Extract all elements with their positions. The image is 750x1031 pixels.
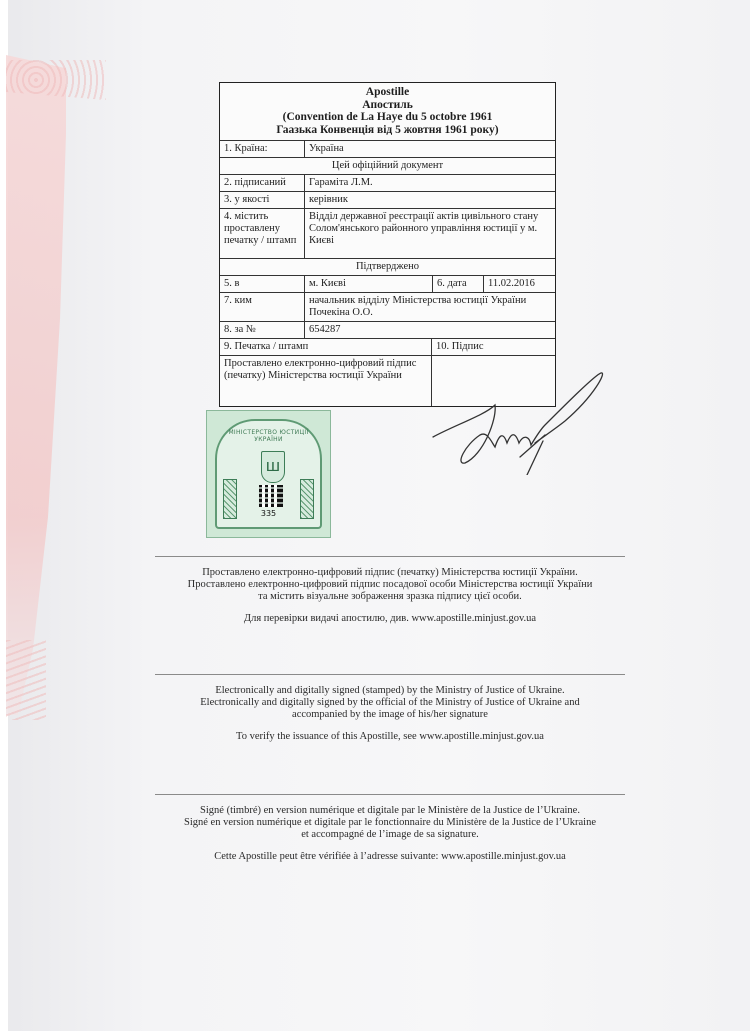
header-title-en: Apostille bbox=[365, 86, 410, 98]
row-capacity bbox=[220, 191, 555, 208]
row-this-document bbox=[220, 157, 555, 174]
verification-french bbox=[155, 794, 625, 863]
en-line-1: Electronically and digitally signed (stamped) by the Ministry of Justice of Ukraine. bbox=[215, 685, 565, 696]
apostille-header bbox=[220, 83, 555, 140]
row-seal-of bbox=[220, 208, 555, 258]
fr-line-3: et accompagné de l’image de sa signature. bbox=[301, 829, 479, 841]
divider bbox=[155, 556, 625, 557]
uk-line-1: Проставлено електронно-цифровий підпис (печатку) Міністерства юстиції України. bbox=[202, 567, 578, 578]
apostille-table bbox=[219, 82, 556, 407]
row-signed-by bbox=[220, 174, 555, 191]
by-whom-value: начальник відділу Міністерства юстиції України Почекіна О.О. bbox=[304, 293, 555, 321]
fr-line-2: Signé en version numérique et digitale par le fonctionnaire du Ministère de la Justice de l’Ukraine bbox=[184, 817, 596, 829]
signed-by-label: 2. підписаний bbox=[224, 177, 286, 188]
this-document-text: Цей офіційний документ bbox=[331, 160, 444, 171]
trident-emblem-icon: ш bbox=[261, 451, 285, 483]
seal-stamp-label: 9. Печатка / штамп bbox=[224, 341, 309, 352]
en-line-2: Electronically and digitally signed by the official of the Ministry of Justice of Ukraine and bbox=[200, 697, 580, 709]
uk-verify-link: Для перевірки видачі апостилю, див. www.apostille.minjust.gov.ua bbox=[243, 612, 537, 624]
handwritten-signature bbox=[425, 365, 615, 475]
country-label: 1. Країна: bbox=[224, 143, 268, 154]
seal-stamp-value: Проставлено електронно-цифровий підпис (печатку) Міністерства юстиції України bbox=[224, 358, 417, 381]
header-convention-fr: (Convention de La Haye du 5 octobre 1961 bbox=[282, 111, 493, 123]
row-place-date bbox=[220, 275, 555, 292]
en-line-3: accompanied by the image of his/her signature bbox=[292, 709, 488, 721]
number-value: 654287 bbox=[304, 322, 555, 338]
stamp-frame bbox=[215, 419, 322, 529]
by-whom-label: 7. ким bbox=[224, 295, 252, 306]
divider bbox=[155, 794, 625, 795]
verification-english bbox=[155, 674, 625, 743]
row-by-whom bbox=[220, 292, 555, 321]
header-title-uk: Апостиль bbox=[362, 98, 413, 111]
place-label: 5. в bbox=[224, 278, 240, 289]
signed-by-value: Гараміта Л.М. bbox=[304, 175, 555, 191]
certificate-ornament-lower bbox=[6, 640, 46, 720]
row-certified bbox=[220, 258, 555, 275]
uk-line-3: та містить візуальне зображення зразка підпису цієї особи. bbox=[258, 591, 522, 603]
stamp-arch-text: МІНІСТЕРСТВО ЮСТИЦІЇ УКРАЇНИ bbox=[228, 429, 309, 443]
seal-of-value: Відділ державної реєстрації актів цивільного стану Солом'янського районного управління юстиції у м. Києві bbox=[304, 209, 555, 258]
stamp-number: 335 bbox=[260, 509, 277, 518]
country-value: Україна bbox=[304, 141, 555, 157]
date-value: 11.02.2016 bbox=[483, 276, 555, 292]
divider bbox=[155, 674, 625, 675]
ministry-stamp bbox=[206, 410, 331, 538]
row-country bbox=[220, 140, 555, 157]
row-seal-signature-labels bbox=[220, 338, 555, 355]
certified-text: Підтверджено bbox=[355, 261, 420, 272]
number-label: 8. за № bbox=[224, 324, 256, 335]
capacity-label: 3. у якості bbox=[224, 194, 270, 205]
qr-code-icon bbox=[259, 485, 283, 507]
en-verify-link: To verify the issuance of this Apostille, see www.apostille.minjust.gov.ua bbox=[236, 730, 544, 742]
uk-line-2: Проставлено електронно-цифровий підпис посадової особи Міністерства юстиції України bbox=[187, 579, 593, 591]
fr-verify-link: Cette Apostille peut être vérifiée à l’adresse suivante: www.apostille.minjust.gov.ua bbox=[214, 850, 566, 862]
fr-line-1: Signé (timbré) en version numérique et digitale par le Ministère de la Justice de l’Ukraine. bbox=[200, 805, 580, 816]
row-number bbox=[220, 321, 555, 338]
place-value: м. Києві bbox=[304, 276, 432, 292]
header-convention-uk: Гаазька Конвенція від 5 жовтня 1961 року) bbox=[276, 123, 499, 136]
capacity-value: керівник bbox=[304, 192, 555, 208]
verification-ukrainian bbox=[155, 556, 625, 625]
date-label: 6. дата bbox=[432, 276, 483, 292]
seal-of-label: 4. містить проставлену печатку / штамп bbox=[224, 211, 297, 246]
signature-label: 10. Підпис bbox=[431, 339, 555, 355]
